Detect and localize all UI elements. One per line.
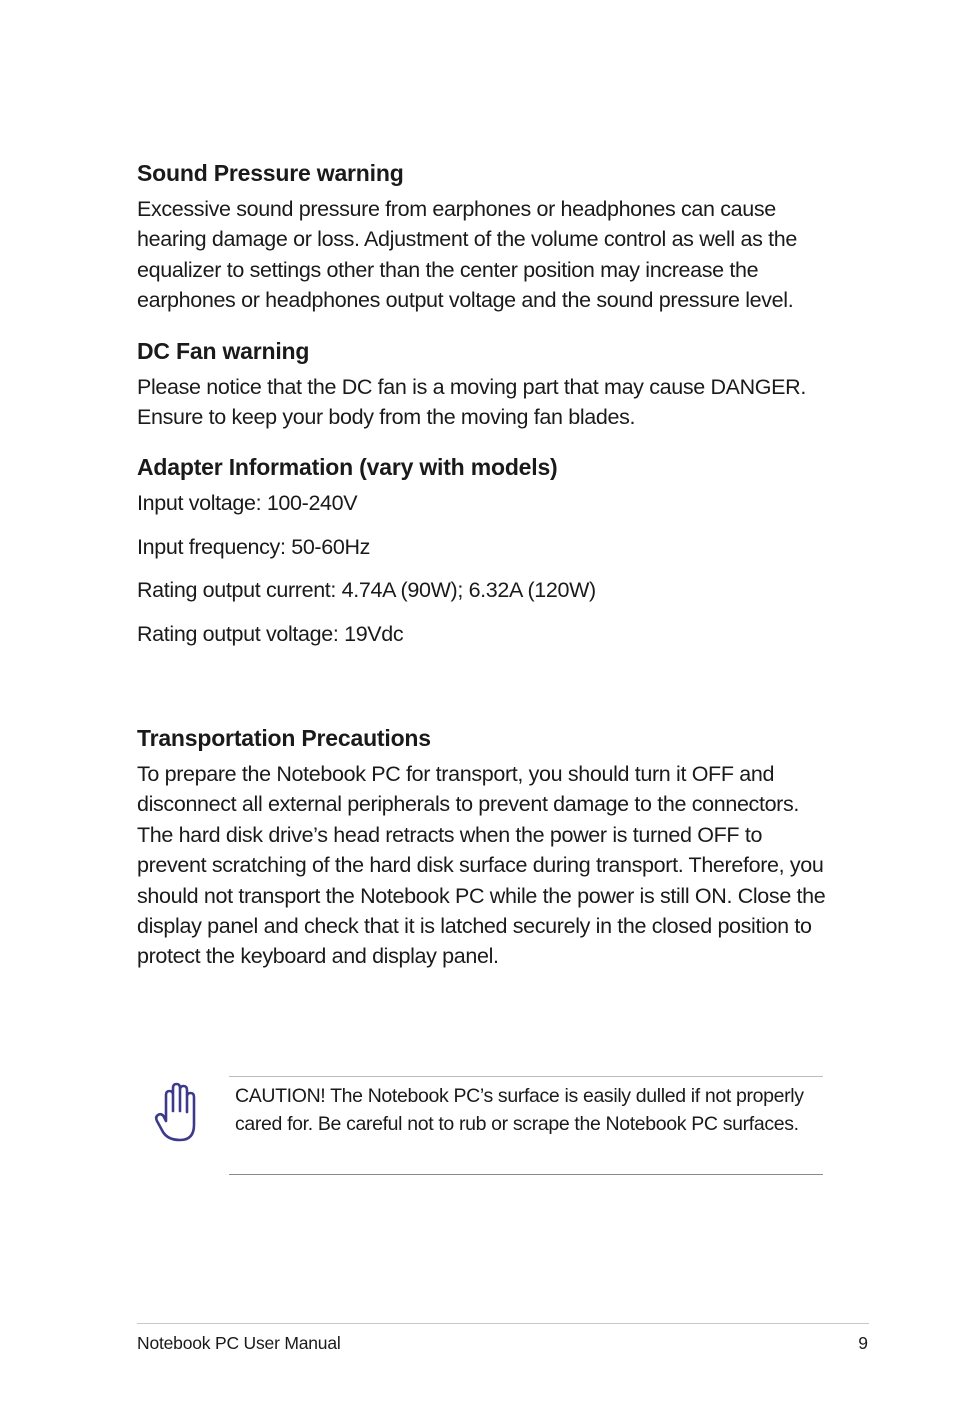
hand-caution-icon (154, 1081, 200, 1143)
transportation-text: To prepare the Notebook PC for transport, you should turn it OFF and disconnect all external peripherals to prevent damage to the connectors. The hard disk drive’s head retracts when the power is turned OFF to prevent scratching of the hard disk surface during transport. Therefore, you should not transport the Notebook PC while the power is still ON. Close the display panel and check that it is latched securely in the closed position to protect the keyboard and display panel. (137, 761, 826, 969)
dc-fan-text: Please notice that the DC fan is a moving part that may cause DANGER. Ensure to keep your body from the moving fan blades. (137, 374, 806, 430)
adapter-section (137, 452, 827, 649)
footer-divider (137, 1323, 869, 1324)
caution-note (137, 1076, 823, 1176)
adapter-heading: Adapter Information (vary with models) (137, 454, 558, 481)
dc-fan-heading: DC Fan warning (137, 337, 310, 364)
adapter-spec-output-voltage: Rating output voltage: 19Vdc (137, 621, 404, 646)
adapter-spec-output-current: Rating output current: 4.74A (90W); 6.32A (120W) (137, 578, 596, 603)
caution-text: CAUTION! The Notebook PC’s surface is easily dulled if not properly cared for. Be careful not to rub or scrape the Notebook PC surfaces. (235, 1085, 804, 1135)
adapter-spec-input-frequency: Input frequency: 50-60Hz (137, 534, 371, 559)
footer-title: Notebook PC User Manual (137, 1333, 341, 1353)
sound-pressure-section (137, 158, 827, 316)
transportation-section (137, 723, 827, 972)
caution-box (229, 1076, 823, 1175)
page-content (137, 158, 827, 992)
adapter-spec-list (137, 488, 827, 649)
transportation-heading: Transportation Precautions (137, 724, 431, 751)
page-number: 9 (858, 1333, 868, 1353)
sound-pressure-heading: Sound Pressure warning (137, 160, 404, 186)
dc-fan-section (137, 336, 827, 433)
sound-pressure-text: Excessive sound pressure from earphones or headphones can cause hearing damage or loss. Adjustment of the volume control as well as the equalizer to settings other than the center position may increase the earphones or headphones output voltage and the sound pressure level. (137, 197, 797, 313)
adapter-spec-input-voltage: Input voltage: 100-240V (137, 491, 358, 516)
